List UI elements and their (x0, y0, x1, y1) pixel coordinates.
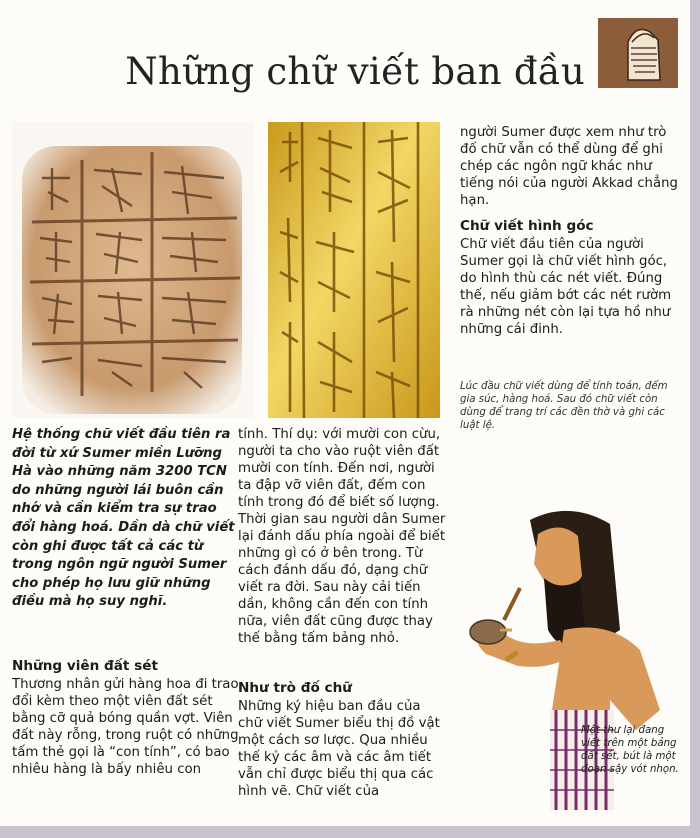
chapter-tab (598, 18, 678, 88)
caption-scribe: Một thư lại đang viết trên một bảng đất sét, bút là một đoạn sậy vót nhọn. (581, 725, 679, 776)
gold-inscription-image (268, 122, 440, 418)
section-body-clay-continued: tính. Thí dụ: với mười con cừu, người ta cho vào ruột viên đất mười con tính. Đến nơi, người ta đập vỡ viên đất, đếm con tính trong đó để biết số lượng. Thời gian sau người dân Sumer lại đánh dấu phía ngoài để biết những gì có ở bên trong. Từ cách đánh dấu đó, dạng chữ viết ra đời. Sau này cải tiến dần, không cần đến con tính nữa, viên đất cũng được thay thế bằng tấm bảng nhỏ. (238, 427, 446, 646)
intro-text: Hệ thống chữ viết đầu tiên ra đời từ xứ Sumer miền Lưỡng Hà vào những năm 3200 TCN do những người lái buôn cần nhớ và cần kiểm tra sự trao đổi hàng hoá. Dần dà chữ viết còn ghi được tất cả các từ trong ngôn ngữ người Sumer cho phép họ lưu giữ những điều mà họ suy nghĩ. (12, 427, 235, 610)
section-heading-riddle: Như trò đố chữ (238, 680, 352, 696)
section-body-riddle-continued: người Sumer được xem như trò đố chữ vẫn có thể dùng để ghi chép các ngôn ngữ khác như tiếng nói của người Akkad chẳng hạn. (460, 125, 678, 208)
section-heading-angular: Chữ viết hình góc (460, 218, 594, 234)
section-body-angular: Chữ viết đầu tiên của người Sumer gọi là chữ viết hình góc, do hình thù các nét viết. Đúng thế, nếu giảm bớt các nét rườm rà những nét còn lại tựa hồ như những cái đinh. (460, 237, 672, 337)
page-title: Những chữ viết ban đầu (125, 50, 585, 93)
section-heading-clay: Những viên đất sét (12, 658, 158, 674)
sumerian-head-icon (598, 18, 678, 88)
section-body-clay: Thương nhân gửi hàng hoa đi trao đổi kèm theo một viên đất sét bằng cỡ quả bóng quần vợt. Viên đất này rỗng, trong ruột có những tấm thẻ gọi là “con tính”, có bao nhiêu hàng là bấy nhiêu con (12, 677, 239, 777)
caption-tablets: Lúc đầu chữ viết dùng để tính toán, đếm gia súc, hàng hoá. Sau đó chữ viết còn dùng để trang trí các đền thờ và ghi các luật lệ. (460, 381, 668, 431)
clay-tablet-image (12, 122, 254, 418)
section-body-riddle: Những ký hiệu ban đầu của chữ viết Sumer biểu thị đồ vật một cách sơ lược. Qua nhiều thế kỷ các âm và các âm tiết vẫn chỉ được biểu thị qua các hình vẽ. Chữ viết của (238, 699, 440, 799)
